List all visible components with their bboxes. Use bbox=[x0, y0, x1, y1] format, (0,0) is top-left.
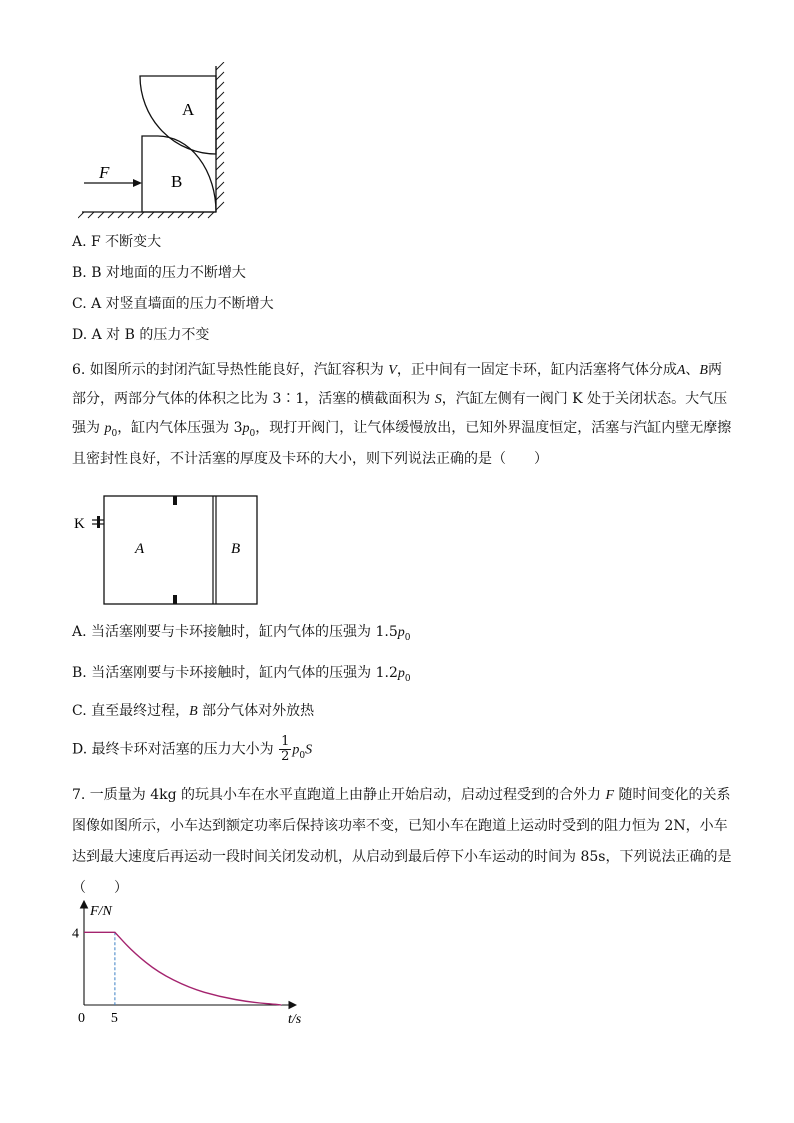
valve-k-label: K bbox=[74, 516, 85, 532]
fraction-one-half: $\frac{1}{2}$ bbox=[281, 734, 290, 764]
force-curve bbox=[84, 932, 282, 1005]
q5-option-d: D. A 对 B 的压力不变 bbox=[72, 327, 210, 343]
chamber-a-label: A bbox=[135, 541, 145, 557]
y-tick-label: 4 bbox=[72, 926, 79, 942]
q6-figure bbox=[72, 490, 272, 610]
x-axis-label: t/s bbox=[288, 1012, 302, 1027]
q6-stem: 6. 如图所示的封闭汽缸导热性能良好，汽缸容积为 V，正中间有一固定卡环，缸内活塞将气体分成A、B两部分，两部分气体的体积之比为 3∶1，活塞的横截面积为 S，汽缸左侧有一阀门 K 处于关闭状态。大气压强为 $p_0$，缸内气体压强为 $3p_0$，现打开阀门，让气体缓慢放出，已知外界温度恒定，活塞与汽缸内壁无摩擦且密封性良好，不计活塞的厚度及卡环的大小，则下列说法正确的是（ ） bbox=[72, 362, 732, 467]
force-label: F bbox=[99, 163, 110, 182]
q6-option-c: C. 直至最终过程，B 部分气体对外放热 bbox=[72, 703, 315, 719]
origin-label: 0 bbox=[78, 1011, 85, 1026]
force-arrowhead bbox=[133, 179, 142, 187]
x-tick-label: 5 bbox=[110, 1011, 118, 1026]
q6-option-b: B. 当活塞刚要与卡环接触时，缸内气体的压强为 $1.2p_0$ bbox=[72, 665, 411, 684]
q5-option-b: B. B 对地面的压力不断增大 bbox=[72, 265, 246, 281]
block-a-label: A bbox=[182, 100, 195, 119]
q5-option-c: C. A 对竖直墙面的压力不断增大 bbox=[72, 296, 274, 312]
q6-option-a: A. 当活塞刚要与卡环接触时，缸内气体的压强为 $1.5p_0$ bbox=[72, 624, 411, 643]
block-a bbox=[140, 76, 216, 154]
q5-figure bbox=[78, 62, 238, 222]
chamber-b-label: B bbox=[231, 541, 241, 557]
q7-ft-graph bbox=[60, 895, 320, 1030]
q7-stem: 7. 一质量为 4kg 的玩具小车在水平直跑道上由静止开始启动，启动过程受到的合外力 F 随时间变化的关系图像如图所示，小车达到额定功率后保持该功率不变，已知小车在跑道上运动时受到的阻力恒为 2N，小车达到最大速度后再运动一段时间关闭发动机，从启动到最后停下小车运动的时间为 85s，下列说法正确的是（ ） bbox=[72, 787, 732, 896]
wall-hatch bbox=[216, 62, 224, 210]
valve-k bbox=[92, 516, 104, 528]
q5-option-a: A. F 不断变大 bbox=[72, 234, 162, 250]
q6-option-d: D. 最终卡环对活塞的压力大小为 $\frac{1}{2}$ $p_0S$ bbox=[72, 734, 313, 764]
block-b-label: B bbox=[171, 172, 183, 191]
clamp-ring-top bbox=[173, 496, 177, 505]
ground-hatch bbox=[78, 212, 214, 218]
y-axis-label: F/N bbox=[90, 904, 112, 919]
clamp-ring-bottom bbox=[173, 595, 177, 604]
